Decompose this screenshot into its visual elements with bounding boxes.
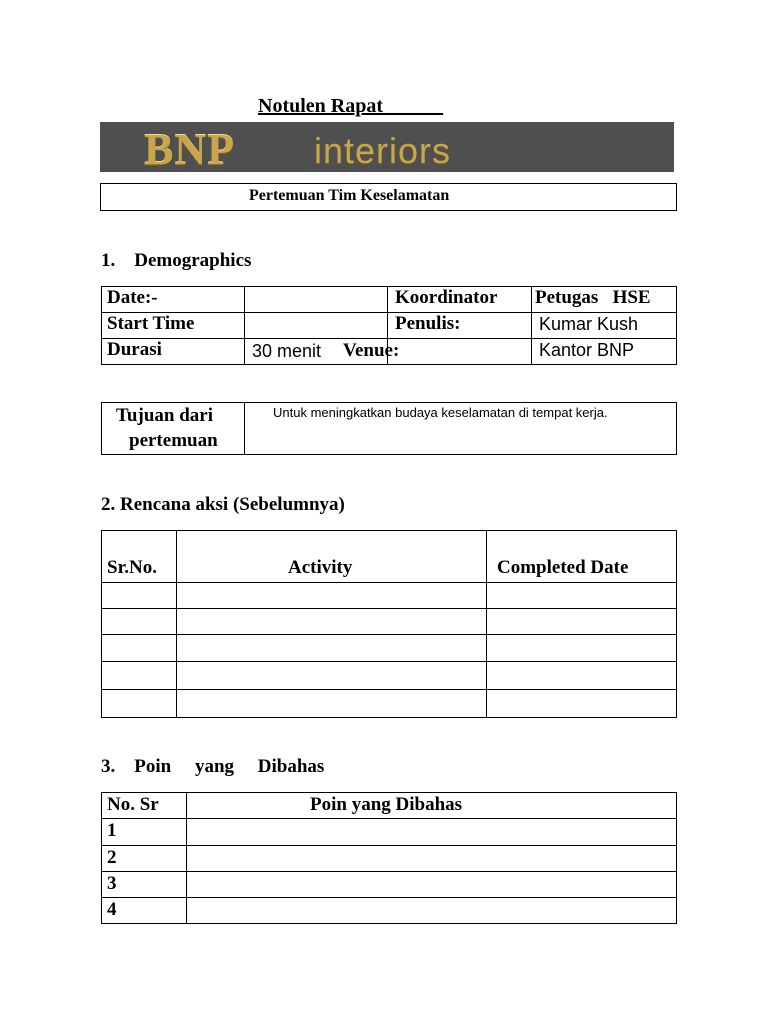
venue-label: Venue: — [343, 340, 400, 361]
table-row-divider — [101, 871, 677, 872]
table-row-divider — [101, 582, 677, 583]
meeting-subtitle-box — [100, 183, 677, 211]
table-col-divider — [186, 792, 187, 924]
document-title: Notulen Rapat______ — [258, 95, 444, 117]
table-row-divider — [101, 338, 677, 339]
table-row-divider — [101, 634, 677, 635]
points-row-number: 2 — [107, 847, 117, 868]
start-time-label: Start Time — [107, 313, 195, 334]
logo-suffix-text: interiors — [314, 130, 452, 171]
objective-text: Untuk meningkatkan budaya keselamatan di tempat kerja. — [273, 405, 608, 420]
action-plan-heading: 2. Rencana aksi (Sebelumnya) — [101, 494, 345, 515]
column-header-no-sr: No. Sr — [107, 794, 159, 815]
koordinator-label: Koordinator — [395, 287, 498, 308]
meeting-subtitle: Pertemuan Tim Keselamatan — [249, 187, 450, 204]
table-col-divider — [531, 286, 532, 365]
column-header-completed-date: Completed Date — [497, 557, 629, 578]
logo-brand-text: BNP — [144, 125, 235, 172]
points-heading: 3. Poin yang Dibahas — [101, 756, 325, 777]
objective-label-line1: Tujuan dari — [116, 405, 213, 426]
table-row-divider — [101, 608, 677, 609]
table-row-divider — [101, 689, 677, 690]
koordinator-value: Petugas HSE — [535, 287, 651, 308]
table-col-divider — [244, 286, 245, 365]
company-logo-banner — [100, 122, 674, 172]
date-label: Date:- — [107, 287, 158, 308]
column-header-srno: Sr.No. — [107, 557, 157, 578]
table-row-divider — [101, 897, 677, 898]
column-header-activity: Activity — [288, 557, 353, 578]
points-row-number: 4 — [107, 899, 117, 920]
column-header-points: Poin yang Dibahas — [310, 794, 463, 815]
venue-value: Kantor BNP — [539, 340, 635, 360]
penulis-label: Penulis: — [395, 313, 461, 334]
objective-label-line2: pertemuan — [129, 430, 218, 451]
table-row-divider — [101, 845, 677, 846]
table-col-divider — [244, 402, 245, 455]
table-row-divider — [101, 661, 677, 662]
demographics-heading: 1. Demographics — [101, 250, 252, 271]
table-row-divider — [101, 818, 677, 819]
durasi-label: Durasi — [107, 339, 162, 360]
points-row-number: 3 — [107, 873, 117, 894]
points-row-number: 1 — [107, 820, 117, 841]
durasi-value: 30 menit — [252, 341, 322, 361]
penulis-value: Kumar Kush — [539, 314, 639, 334]
